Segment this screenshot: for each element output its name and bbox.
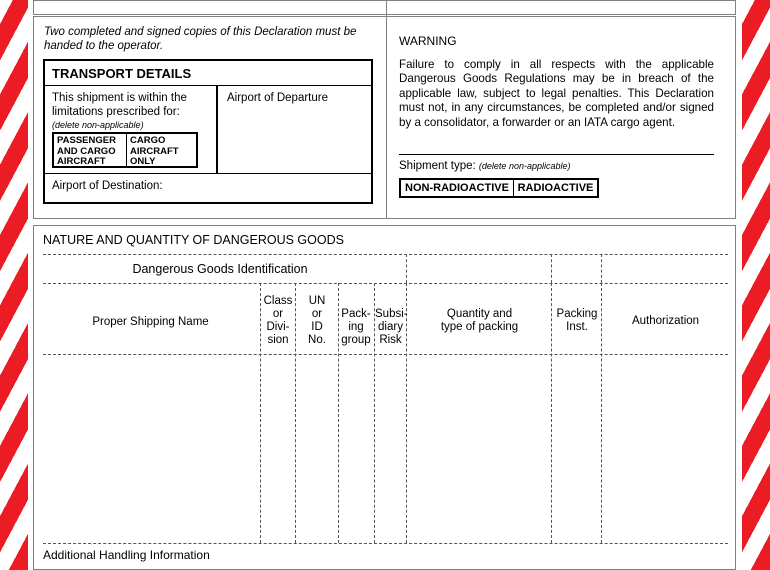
col-header-packinst-line-1: Packing [556,308,598,320]
hatched-border-left [0,0,28,570]
dangerous-goods-identification-header: Dangerous Goods Identification [132,262,308,276]
aircraft-option-passenger-and-cargo[interactable]: PASSENGER AND CARGO AIRCRAFT [54,134,127,166]
col-header-authorization [603,315,728,328]
col-header-subrisk-line-2: diary [378,321,403,333]
colsep-psn-class [260,283,261,543]
col-header-packing-inst [553,308,601,334]
declaration-copies-note: Two completed and signed copies of this Declaration must be handed to the operator. [44,26,357,52]
warning-pane [387,17,736,218]
col-header-un-or-id-no [297,295,337,347]
delete-non-applicable-note-shipment: (delete non-applicable) [478,161,571,171]
col-header-quantity-and-type [408,308,551,334]
table-hrule-top [43,254,728,255]
colsep-packinst-auth [601,283,602,543]
col-header-packgroup-line-1: Pack- [341,308,371,320]
transport-middle-divider [216,86,218,174]
airport-of-destination-row[interactable] [45,174,371,202]
col-header-quantity-line-1: Quantity and [446,308,513,320]
col-header-subsidiary-risk [375,308,406,347]
aircraft-option-cargo-only[interactable]: CARGO AIRCRAFT ONLY [130,135,179,167]
col-header-subrisk-line-1: Subsi- [375,308,408,320]
table-hrule-header [43,354,728,355]
col-header-un-line-4: No. [308,334,326,346]
col-header-packgroup-line-3: group [341,334,371,346]
upper-section [33,16,736,219]
col-header-un-line-2: or [311,308,323,320]
shipment-type-selector[interactable] [399,178,599,198]
col-header-auth-line-1: Authorization [631,315,700,327]
col-header-packing-group [339,308,373,347]
delete-non-applicable-note-transport: (delete non-applicable) [52,120,144,130]
additional-handling-information-label: Additional Handling Information [43,548,210,562]
col-header-class-or-division [262,295,294,347]
top-row-divider [386,1,387,16]
colsep-quantity-top [551,254,552,283]
shipment-limitations-text: This shipment is within the limitations prescribed for: [52,92,187,118]
table-hrule-group [43,283,728,284]
colsep-quantity-packinst [551,283,552,543]
colsep-class-un [295,283,296,543]
shipment-type-label-row [399,160,570,172]
colsep-subrisk-quantity [406,283,407,543]
transport-details-box [43,59,373,204]
col-header-subrisk-line-3: Risk [379,334,402,346]
nature-and-quantity-title: NATURE AND QUANTITY OF DANGEROUS GOODS [43,233,344,247]
airport-of-departure-label: Airport of Departure [227,92,328,104]
colsep-packinst-top [601,254,602,283]
shipment-type-option-non-radioactive[interactable]: NON-RADIOACTIVE [401,180,514,196]
aircraft-type-selector[interactable] [52,132,198,168]
col-header-class-line-4: sion [267,334,289,346]
table-hrule-body [43,543,728,544]
transport-details-middle-row [45,86,371,174]
hatched-border-right [742,0,770,570]
nature-and-quantity-section [33,225,736,570]
col-header-packinst-line-2: Inst. [566,321,588,333]
col-header-class-line-1: Class [263,295,293,307]
transport-details-title: TRANSPORT DETAILS [45,61,371,86]
col-header-class-line-2: or [272,308,284,320]
warning-separator-rule [399,154,714,155]
warning-heading: WARNING [399,34,457,48]
colsep-class-top [406,254,407,283]
col-header-packgroup-line-2: ing [348,321,364,333]
shipment-type-option-radioactive[interactable]: RADIOACTIVE [517,182,594,194]
airport-of-destination-label: Airport of Destination: [52,180,163,192]
col-header-class-line-3: Divi- [266,321,290,333]
col-header-un-line-1: UN [308,295,326,307]
col-header-quantity-line-2: type of packing [440,321,519,333]
warning-text: Failure to comply in all respects with the applicable Dangerous Goods Regulations may be in breach of the applicable law, subject to legal penalties. This Declaration must not, in any circumstances, be completed and/or signed by a consolidator, a forwarder or an IATA cargo agent. [399,58,714,129]
shipment-type-label: Shipment type: [399,160,476,172]
col-header-proper-shipping-name: Proper Shipping Name [92,316,209,328]
top-empty-row [33,0,736,15]
col-header-un-line-3: ID [311,321,323,333]
